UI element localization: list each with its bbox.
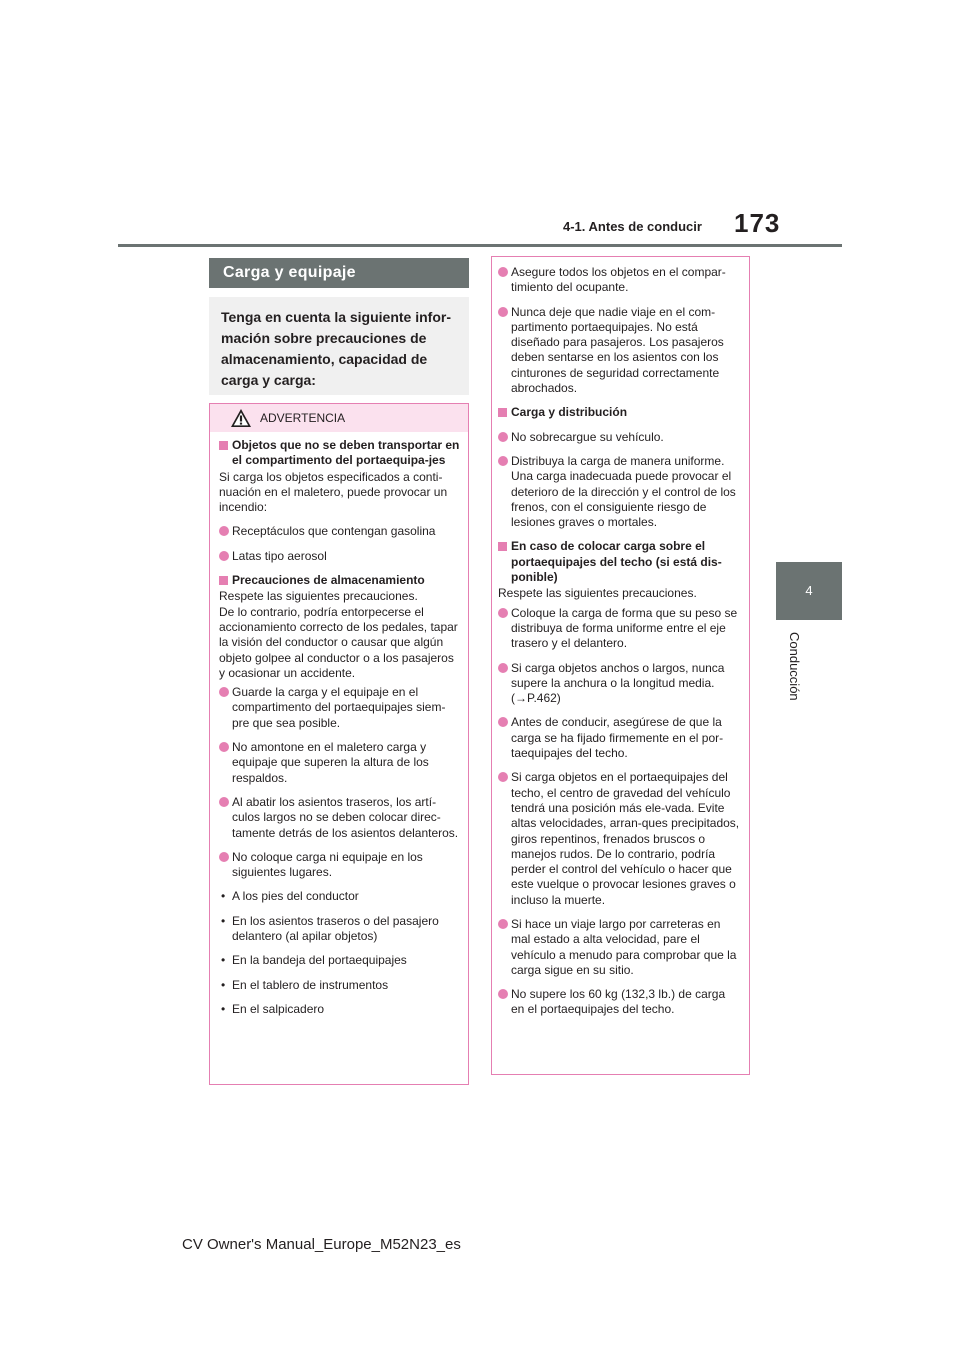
warning-paragraph: Respete las siguientes precauciones. <box>219 589 418 604</box>
warning-paragraph: Respete las siguientes precauciones. <box>498 586 697 601</box>
footer-text: CV Owner's Manual_Europe_M52N23_es <box>182 1236 461 1253</box>
warning-heading: Carga y distribución <box>498 405 741 420</box>
bullet-item: No supere los 60 kg (132,3 lb.) de carga en el portaequipajes del techo. <box>498 987 741 1018</box>
warning-box <box>209 403 469 1085</box>
dot-item: • En el tablero de instrumentos <box>219 978 460 993</box>
bullet-item: Latas tipo aerosol <box>219 549 460 564</box>
dot-item: • En la bandeja del portaequipajes <box>219 953 460 968</box>
intro-line: Tenga en cuenta la siguiente infor- <box>221 309 451 325</box>
bullet-item: Al abatir los asientos traseros, los artí-culos largos no se deben colocar direc-tamente detrás de los asientos delanteros. <box>219 795 460 841</box>
warning-heading: Precauciones de almacenamiento <box>219 573 460 588</box>
warning-paragraph: De lo contrario, podría entorpecerse el accionamiento correcto de los pedales, tapar la visión del conductor o causar que algún objeto golpee al conductor o a los pasajeros y ocasionar un accidente. <box>219 604 458 680</box>
warning-triangle-icon <box>230 408 252 428</box>
intro-box <box>209 297 469 395</box>
warning-heading: Objetos que no se deben transportar en el compartimento del portaequipa-jes <box>219 438 460 469</box>
warning-continuation-box <box>491 256 750 1075</box>
bullet-item: Nunca deje que nadie viaje en el com-partimento portaequipajes. No está diseñado para pasajeros. Los pasajeros deben sentarse en los asientos con los cinturones de seguridad correctamente abrochados. <box>498 305 741 397</box>
chapter-tab: 4 <box>776 562 842 620</box>
header-divider <box>118 244 842 247</box>
bullet-item: No amontone en el maletero carga y equipaje que superen la altura de los respaldos. <box>219 740 460 786</box>
bullet-item: Coloque la carga de forma que su peso se distribuya de forma uniforme entre el eje trasero y el delantero. <box>498 606 741 652</box>
page-title: Carga y equipaje <box>209 258 469 288</box>
intro-line: carga y carga: <box>221 372 316 388</box>
section-title: 4-1. Antes de conducir <box>563 219 702 234</box>
bullet-item: No coloque carga ni equipaje en los siguientes lugares. <box>219 850 460 881</box>
dot-item: • En los asientos traseros o del pasajero delantero (al apilar objetos) <box>219 914 460 945</box>
warning-header <box>210 404 468 432</box>
bullet-item: Si carga objetos anchos o largos, nunca supere la anchura o la longitud media. (→P.462) <box>498 661 741 707</box>
intro-line: almacenamiento, capacidad de <box>221 351 428 367</box>
bullet-item: Antes de conducir, asegúrese de que la carga se ha fijado firmemente en el por-taequipajes del techo. <box>498 715 741 761</box>
bullet-item: Receptáculos que contengan gasolina <box>219 524 460 539</box>
intro-line: mación sobre precauciones de <box>221 330 427 346</box>
dot-item: • A los pies del conductor <box>219 889 460 904</box>
bullet-item: Distribuya la carga de manera uniforme. Una carga inadecuada puede provocar el deterioro de la dirección y el control de los frenos, con el consiguiente riesgo de lesiones graves o mortales. <box>498 454 741 530</box>
warning-heading: En caso de colocar carga sobre el portaequipajes del techo (si está dis-ponible) <box>498 539 741 585</box>
bullet-item: Guarde la carga y el equipaje en el compartimento del portaequipajes siem-pre que sea posible. <box>219 685 460 731</box>
page-number: 173 <box>734 208 781 238</box>
warning-body <box>210 432 468 1017</box>
bullet-item: Si hace un viaje largo por carreteras en mal estado a alta velocidad, pare el vehículo a menudo para comprobar que la carga sigue en su sitio. <box>498 917 741 978</box>
bullet-item: No sobrecargue su vehículo. <box>498 430 741 445</box>
chapter-label <box>778 632 818 702</box>
bullet-item: Si carga objetos en el portaequipajes del techo, el centro de gravedad del vehículo tendrá una posición más ele-vada. Evite altas velocidades, arran-ques precipitados, giros repentinos, frenados bruscos o manejos rudos. De lo contrario, podría perder el control del vehículo o hacer que este vuelque o provocar lesiones graves o incluso la muerte. <box>498 770 741 908</box>
warning-label: ADVERTENCIA <box>260 411 346 425</box>
warning-paragraph: Si carga los objetos especificados a conti-nuación en el maletero, puede provocar un incendio: <box>219 469 448 515</box>
dot-item: • En el salpicadero <box>219 1002 460 1017</box>
bullet-item: Asegure todos los objetos en el compar-timiento del ocupante. <box>498 265 741 296</box>
chapter-label-text: Conducción <box>787 632 802 701</box>
